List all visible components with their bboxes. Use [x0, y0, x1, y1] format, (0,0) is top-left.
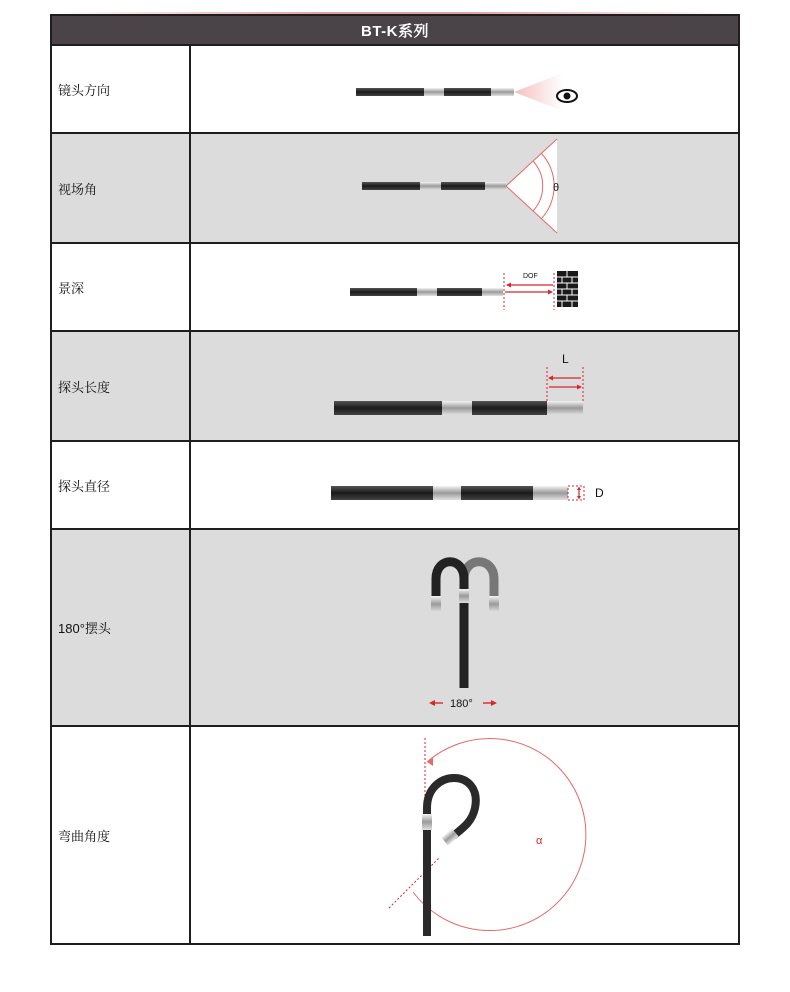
probe-diameter-diagram — [191, 443, 738, 527]
probe-tip — [547, 401, 583, 415]
joint-segment — [459, 589, 469, 603]
left-arrowhead — [429, 700, 435, 706]
tube-segment — [461, 486, 533, 500]
row-180-articulation — [51, 529, 739, 726]
lens-direction-diagram — [191, 47, 738, 131]
lens-direction-figure — [190, 45, 739, 133]
right-arrowhead — [491, 700, 497, 706]
diameter-box — [568, 486, 584, 500]
field-of-view-diagram — [191, 135, 738, 241]
length-arrows — [548, 376, 582, 390]
probe-tip — [533, 486, 568, 500]
joint-segment — [433, 486, 461, 500]
dof-arrows — [505, 283, 553, 295]
joint-segment — [424, 88, 444, 96]
probe-tip-left — [431, 596, 441, 612]
row-label: 镜头方向 — [51, 45, 190, 133]
probe-tip — [485, 182, 506, 190]
spec-table — [50, 14, 740, 945]
probe-length-diagram — [191, 333, 738, 439]
joint-segment — [442, 401, 472, 415]
alpha-symbol: α — [536, 835, 543, 847]
depth-of-field-figure — [190, 243, 739, 331]
length-symbol: L — [562, 352, 569, 366]
tube-segment — [334, 401, 442, 415]
probe-tip — [491, 88, 514, 96]
tube-segment — [444, 88, 491, 96]
row-probe-diameter — [51, 441, 739, 529]
row-label: 探头长度 — [51, 331, 190, 441]
row-lens-direction — [51, 45, 739, 133]
diameter-symbol: D — [595, 486, 604, 500]
probe-length-figure — [190, 331, 739, 441]
tube-segment — [356, 88, 424, 96]
articulation-diagram — [191, 531, 738, 724]
field-of-view-figure — [190, 133, 739, 243]
view-cone — [514, 73, 563, 111]
rotation-caption: 180° — [450, 698, 473, 710]
depth-of-field-diagram — [191, 245, 738, 329]
row-label: 探头直径 — [51, 441, 190, 529]
bending-angle-diagram — [191, 728, 738, 942]
dof-label: DOF — [523, 273, 538, 280]
row-depth-of-field — [51, 243, 739, 331]
tube-segment — [472, 401, 547, 415]
header-row — [51, 15, 739, 45]
row-probe-length — [51, 331, 739, 441]
joint-segment — [417, 288, 437, 296]
tube-segment — [441, 182, 485, 190]
row-label: 景深 — [51, 243, 190, 331]
table-title: BT-K系列 — [51, 15, 739, 45]
probe-tip-right — [489, 596, 499, 612]
articulation-figure — [190, 529, 739, 726]
bent-probe-left — [436, 562, 464, 688]
row-label: 180°摆头 — [51, 529, 190, 726]
row-label: 视场角 — [51, 133, 190, 243]
bend-arc — [413, 739, 586, 931]
probe-diameter-figure — [190, 441, 739, 529]
joint-segment — [420, 182, 441, 190]
tube-segment — [437, 288, 482, 296]
brick-wall-icon — [557, 271, 578, 307]
tube-segment — [331, 486, 433, 500]
tube-segment — [350, 288, 417, 296]
tip-axis-line — [389, 858, 439, 908]
theta-symbol: θ — [553, 182, 560, 194]
probe-tip — [482, 288, 503, 296]
bending-angle-figure — [190, 726, 739, 944]
tube-segment — [362, 182, 420, 190]
joint-segment — [422, 814, 432, 830]
row-bending-angle — [51, 726, 739, 944]
diameter-arrow — [577, 487, 581, 500]
row-label: 弯曲角度 — [51, 726, 190, 944]
row-field-of-view — [51, 133, 739, 243]
view-cone — [506, 139, 560, 233]
